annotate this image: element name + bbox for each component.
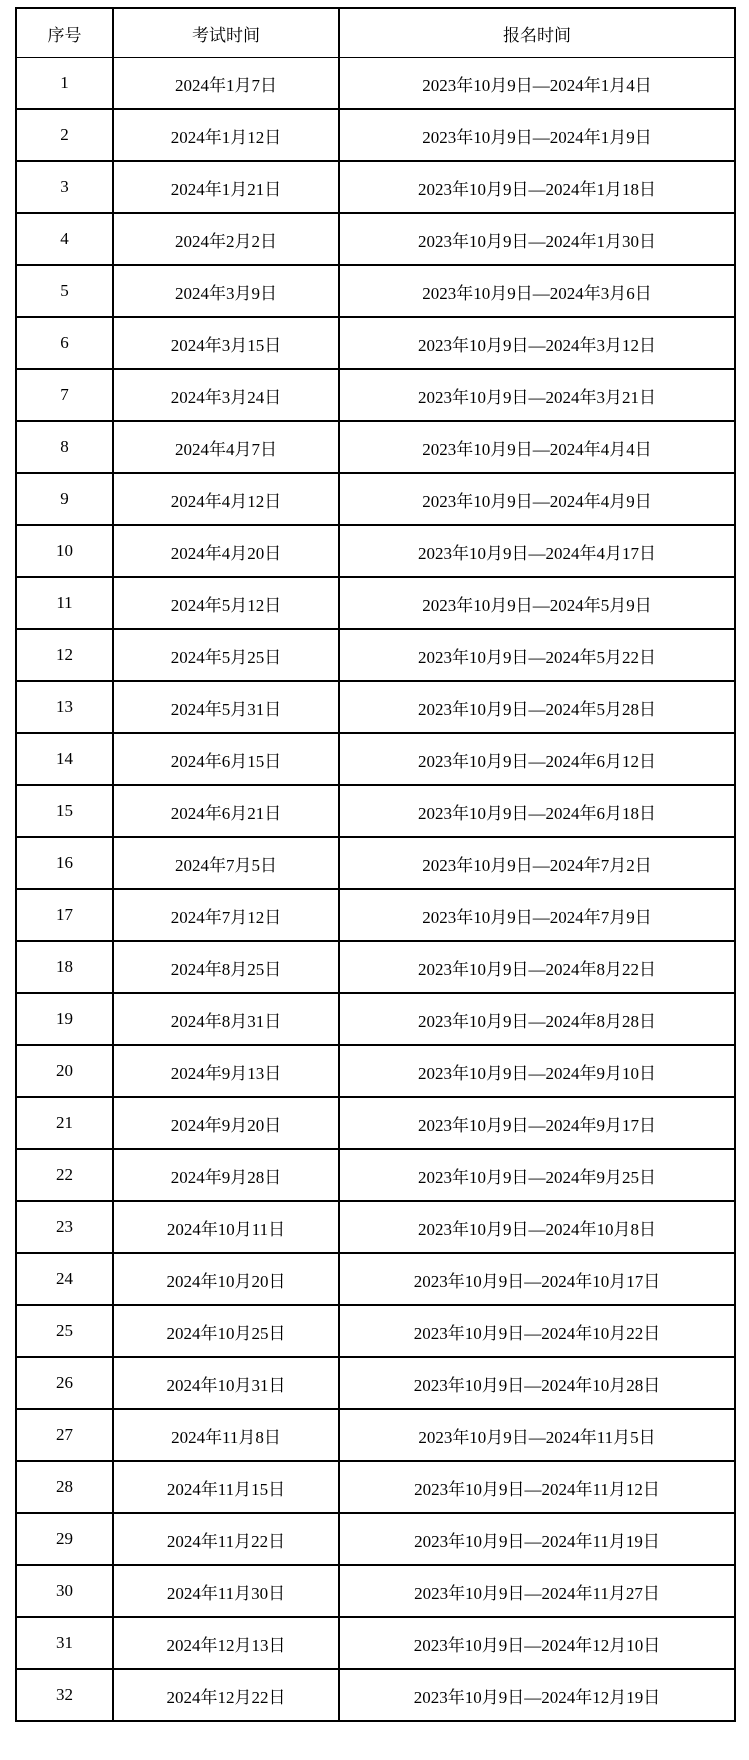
serial-number-cell: 28	[16, 1461, 113, 1513]
table-row	[16, 1461, 735, 1513]
registration-period-cell: 2023年10月9日—2024年11月12日	[339, 1461, 735, 1513]
serial-number-cell: 25	[16, 1305, 113, 1357]
table-row	[16, 629, 735, 681]
registration-period-cell: 2023年10月9日—2024年12月10日	[339, 1617, 735, 1669]
serial-number-cell: 31	[16, 1617, 113, 1669]
table-row	[16, 58, 735, 110]
serial-number-cell: 24	[16, 1253, 113, 1305]
registration-period-cell: 2023年10月9日—2024年4月4日	[339, 421, 735, 473]
registration-period-cell: 2023年10月9日—2024年5月9日	[339, 577, 735, 629]
exam-date-cell: 2024年11月15日	[113, 1461, 339, 1513]
registration-period-cell: 2023年10月9日—2024年11月27日	[339, 1565, 735, 1617]
table-row	[16, 369, 735, 421]
exam-date-cell: 2024年11月30日	[113, 1565, 339, 1617]
table-body	[16, 58, 735, 1722]
registration-period-cell: 2023年10月9日—2024年4月9日	[339, 473, 735, 525]
registration-period-cell: 2023年10月9日—2024年12月19日	[339, 1669, 735, 1721]
serial-number-cell: 2	[16, 109, 113, 161]
exam-date-cell: 2024年10月11日	[113, 1201, 339, 1253]
table-row	[16, 993, 735, 1045]
registration-period-cell: 2023年10月9日—2024年6月18日	[339, 785, 735, 837]
exam-date-cell: 2024年4月12日	[113, 473, 339, 525]
serial-number-cell: 9	[16, 473, 113, 525]
header-registration-time: 报名时间	[339, 8, 735, 58]
serial-number-cell: 29	[16, 1513, 113, 1565]
table-row	[16, 213, 735, 265]
table-row	[16, 1617, 735, 1669]
serial-number-cell: 10	[16, 525, 113, 577]
registration-period-cell: 2023年10月9日—2024年11月19日	[339, 1513, 735, 1565]
table-row	[16, 1357, 735, 1409]
registration-period-cell: 2023年10月9日—2024年1月9日	[339, 109, 735, 161]
table-row	[16, 525, 735, 577]
exam-date-cell: 2024年1月7日	[113, 58, 339, 110]
table-row	[16, 733, 735, 785]
serial-number-cell: 30	[16, 1565, 113, 1617]
table-row	[16, 161, 735, 213]
exam-date-cell: 2024年8月25日	[113, 941, 339, 993]
exam-date-cell: 2024年9月28日	[113, 1149, 339, 1201]
registration-period-cell: 2023年10月9日—2024年8月28日	[339, 993, 735, 1045]
table-row	[16, 265, 735, 317]
table-row	[16, 109, 735, 161]
exam-date-cell: 2024年10月31日	[113, 1357, 339, 1409]
exam-date-cell: 2024年4月20日	[113, 525, 339, 577]
serial-number-cell: 8	[16, 421, 113, 473]
header-row	[16, 8, 735, 58]
exam-date-cell: 2024年3月9日	[113, 265, 339, 317]
exam-date-cell: 2024年11月8日	[113, 1409, 339, 1461]
exam-date-cell: 2024年3月24日	[113, 369, 339, 421]
table-row	[16, 1305, 735, 1357]
table-row	[16, 1669, 735, 1721]
table-row	[16, 1201, 735, 1253]
registration-period-cell: 2023年10月9日—2024年10月28日	[339, 1357, 735, 1409]
serial-number-cell: 12	[16, 629, 113, 681]
table-row	[16, 1409, 735, 1461]
serial-number-cell: 27	[16, 1409, 113, 1461]
registration-period-cell: 2023年10月9日—2024年11月5日	[339, 1409, 735, 1461]
table-row	[16, 421, 735, 473]
serial-number-cell: 19	[16, 993, 113, 1045]
exam-date-cell: 2024年1月12日	[113, 109, 339, 161]
exam-date-cell: 2024年8月31日	[113, 993, 339, 1045]
serial-number-cell: 32	[16, 1669, 113, 1721]
exam-date-cell: 2024年12月13日	[113, 1617, 339, 1669]
exam-date-cell: 2024年6月15日	[113, 733, 339, 785]
registration-period-cell: 2023年10月9日—2024年7月9日	[339, 889, 735, 941]
exam-date-cell: 2024年6月21日	[113, 785, 339, 837]
registration-period-cell: 2023年10月9日—2024年3月21日	[339, 369, 735, 421]
registration-period-cell: 2023年10月9日—2024年10月22日	[339, 1305, 735, 1357]
table-row	[16, 837, 735, 889]
exam-date-cell: 2024年5月12日	[113, 577, 339, 629]
serial-number-cell: 21	[16, 1097, 113, 1149]
exam-date-cell: 2024年9月13日	[113, 1045, 339, 1097]
table-row	[16, 577, 735, 629]
table-row	[16, 681, 735, 733]
serial-number-cell: 13	[16, 681, 113, 733]
exam-date-cell: 2024年5月25日	[113, 629, 339, 681]
header-serial-number: 序号	[16, 8, 113, 58]
registration-period-cell: 2023年10月9日—2024年3月12日	[339, 317, 735, 369]
serial-number-cell: 3	[16, 161, 113, 213]
exam-date-cell: 2024年3月15日	[113, 317, 339, 369]
registration-period-cell: 2023年10月9日—2024年1月18日	[339, 161, 735, 213]
registration-period-cell: 2023年10月9日—2024年5月28日	[339, 681, 735, 733]
registration-period-cell: 2023年10月9日—2024年6月12日	[339, 733, 735, 785]
header-exam-time: 考试时间	[113, 8, 339, 58]
serial-number-cell: 4	[16, 213, 113, 265]
exam-schedule-table	[15, 7, 736, 1722]
registration-period-cell: 2023年10月9日—2024年8月22日	[339, 941, 735, 993]
serial-number-cell: 26	[16, 1357, 113, 1409]
table-row	[16, 941, 735, 993]
serial-number-cell: 11	[16, 577, 113, 629]
exam-date-cell: 2024年7月5日	[113, 837, 339, 889]
table-header	[16, 8, 735, 58]
table-row	[16, 889, 735, 941]
exam-date-cell: 2024年10月20日	[113, 1253, 339, 1305]
serial-number-cell: 16	[16, 837, 113, 889]
exam-date-cell: 2024年4月7日	[113, 421, 339, 473]
serial-number-cell: 7	[16, 369, 113, 421]
exam-date-cell: 2024年2月2日	[113, 213, 339, 265]
registration-period-cell: 2023年10月9日—2024年3月6日	[339, 265, 735, 317]
registration-period-cell: 2023年10月9日—2024年5月22日	[339, 629, 735, 681]
registration-period-cell: 2023年10月9日—2024年9月25日	[339, 1149, 735, 1201]
table-row	[16, 1097, 735, 1149]
exam-date-cell: 2024年5月31日	[113, 681, 339, 733]
serial-number-cell: 17	[16, 889, 113, 941]
exam-date-cell: 2024年11月22日	[113, 1513, 339, 1565]
serial-number-cell: 14	[16, 733, 113, 785]
registration-period-cell: 2023年10月9日—2024年9月10日	[339, 1045, 735, 1097]
table-row	[16, 473, 735, 525]
serial-number-cell: 20	[16, 1045, 113, 1097]
table-row	[16, 1253, 735, 1305]
table-row	[16, 1149, 735, 1201]
exam-date-cell: 2024年1月21日	[113, 161, 339, 213]
table-row	[16, 317, 735, 369]
table-row	[16, 785, 735, 837]
serial-number-cell: 15	[16, 785, 113, 837]
serial-number-cell: 5	[16, 265, 113, 317]
serial-number-cell: 6	[16, 317, 113, 369]
serial-number-cell: 1	[16, 58, 113, 110]
registration-period-cell: 2023年10月9日—2024年10月17日	[339, 1253, 735, 1305]
exam-date-cell: 2024年12月22日	[113, 1669, 339, 1721]
exam-date-cell: 2024年7月12日	[113, 889, 339, 941]
registration-period-cell: 2023年10月9日—2024年4月17日	[339, 525, 735, 577]
exam-date-cell: 2024年10月25日	[113, 1305, 339, 1357]
registration-period-cell: 2023年10月9日—2024年9月17日	[339, 1097, 735, 1149]
registration-period-cell: 2023年10月9日—2024年10月8日	[339, 1201, 735, 1253]
serial-number-cell: 23	[16, 1201, 113, 1253]
table-row	[16, 1045, 735, 1097]
registration-period-cell: 2023年10月9日—2024年7月2日	[339, 837, 735, 889]
table-row	[16, 1565, 735, 1617]
registration-period-cell: 2023年10月9日—2024年1月4日	[339, 58, 735, 110]
exam-date-cell: 2024年9月20日	[113, 1097, 339, 1149]
table-row	[16, 1513, 735, 1565]
serial-number-cell: 18	[16, 941, 113, 993]
registration-period-cell: 2023年10月9日—2024年1月30日	[339, 213, 735, 265]
serial-number-cell: 22	[16, 1149, 113, 1201]
